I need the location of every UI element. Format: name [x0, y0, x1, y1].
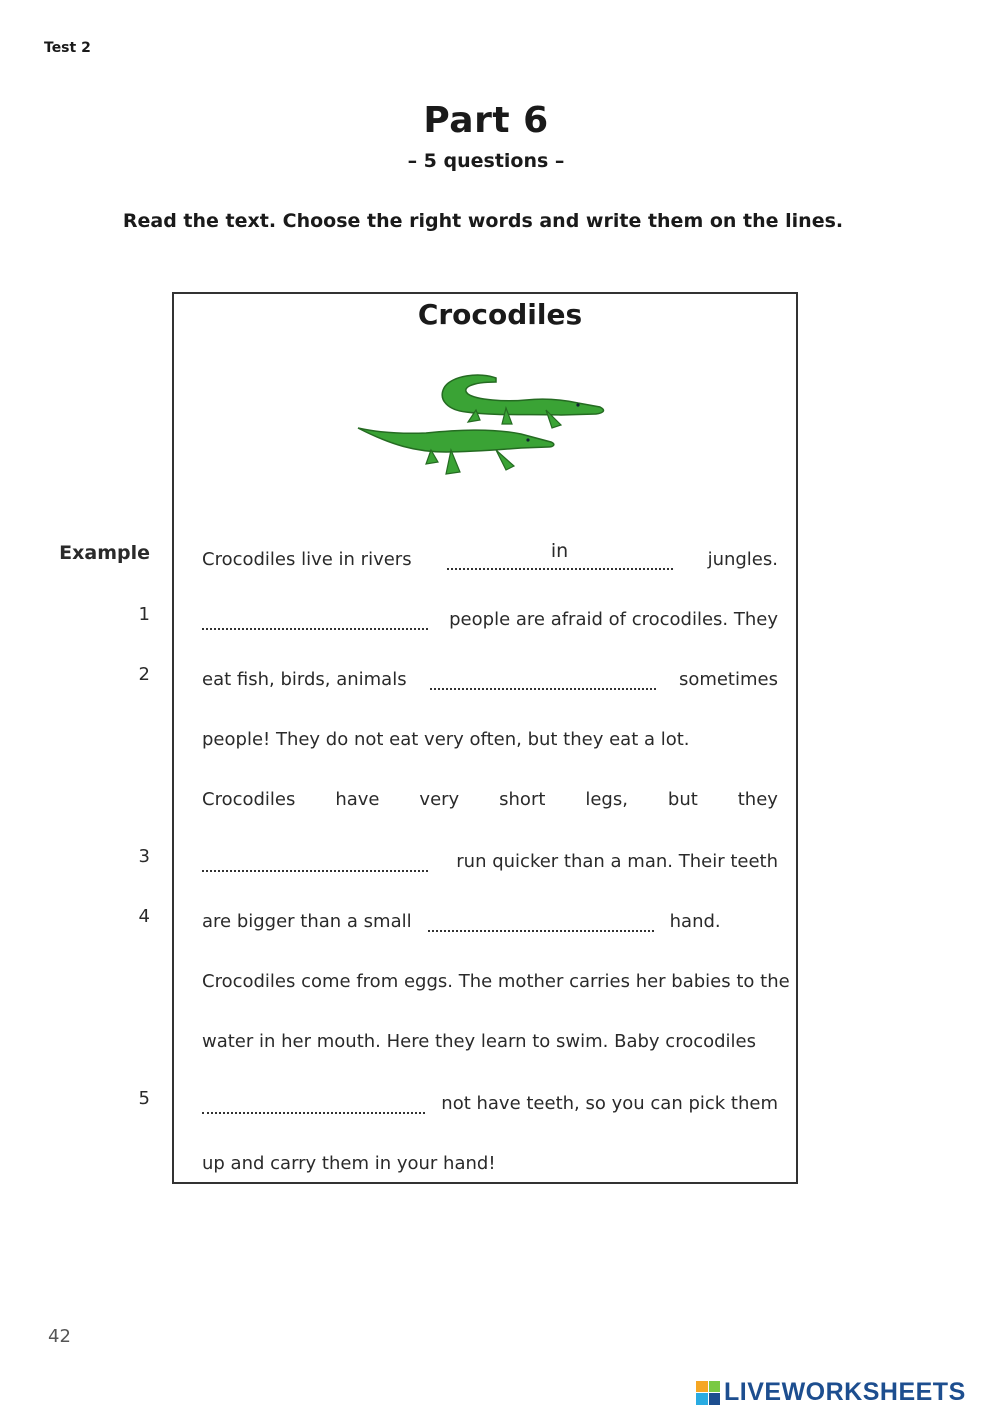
legs-word: very	[419, 789, 460, 810]
passage-line-water	[202, 1020, 778, 1052]
question-5-number: 5	[138, 1088, 150, 1109]
passage-text-water: water in her mouth. Here they learn to swim. Baby crocodiles	[202, 1031, 757, 1052]
example-answer: in	[550, 540, 569, 562]
passage-line-end	[202, 1142, 778, 1174]
brand-name: LIVEWORKSHEETS	[724, 1378, 966, 1406]
question-5-input[interactable]	[202, 1090, 425, 1114]
example-answer-line	[447, 540, 673, 570]
question-3-input[interactable]	[202, 848, 428, 872]
page-number: 42	[48, 1326, 71, 1347]
liveworksheets-logo	[696, 1378, 966, 1407]
passage-text-eggs: Crocodiles come from eggs. The mother carries her babies to the	[202, 971, 790, 992]
passage-line-legs	[202, 778, 778, 810]
question-5-text-after: not have teeth, so you can pick them	[441, 1093, 778, 1114]
legs-word: they	[737, 789, 778, 810]
question-1-line	[202, 598, 778, 630]
question-5-line	[202, 1082, 778, 1114]
passage-line-eggs	[202, 960, 790, 992]
question-2-number: 2	[138, 664, 150, 685]
legs-word: Crocodiles	[202, 789, 296, 810]
question-3-line	[202, 840, 778, 872]
crocodiles-illustration-icon	[356, 370, 618, 485]
question-2-text-before: eat fish, birds, animals	[202, 669, 407, 690]
question-1-text-after: people are afraid of crocodiles. They	[449, 609, 778, 630]
passage-text-end: up and carry them in your hand!	[202, 1153, 496, 1174]
question-1-input[interactable]	[202, 606, 428, 630]
legs-word: have	[335, 789, 380, 810]
question-3-number: 3	[138, 846, 150, 867]
question-4-number: 4	[138, 906, 150, 927]
passage-text-people: people! They do not eat very often, but they eat a lot.	[202, 729, 690, 750]
test-label: Test 2	[44, 40, 91, 56]
question-4-text-before: are bigger than a small	[202, 911, 412, 932]
question-3-text-after: run quicker than a man. Their teeth	[456, 851, 778, 872]
legs-word: legs,	[585, 789, 628, 810]
question-4-line	[202, 900, 778, 932]
question-4-input[interactable]	[428, 908, 654, 932]
question-2-input[interactable]	[430, 666, 656, 690]
bottom-crocodile-icon	[358, 428, 554, 474]
example-text-before: Crocodiles live in rivers	[202, 549, 412, 570]
example-line	[202, 538, 778, 570]
passage-title: Crocodiles	[417, 298, 583, 331]
example-label: Example	[59, 542, 150, 564]
question-2-text-after: sometimes	[678, 669, 778, 690]
question-2-line	[202, 658, 778, 690]
instruction: Read the text. Choose the right words and write them on the lines.	[122, 210, 844, 232]
part-title: Part 6	[423, 100, 549, 141]
liveworksheets-logo-icon	[696, 1381, 720, 1405]
legs-word: but	[667, 789, 698, 810]
top-crocodile-icon	[442, 375, 603, 428]
example-text-after: jungles.	[707, 549, 778, 570]
question-1-number: 1	[138, 604, 150, 625]
legs-word: short	[499, 789, 546, 810]
question-4-text-after: hand.	[669, 911, 721, 932]
passage-line-people	[202, 718, 778, 750]
part-subtitle: – 5 questions –	[407, 150, 565, 172]
